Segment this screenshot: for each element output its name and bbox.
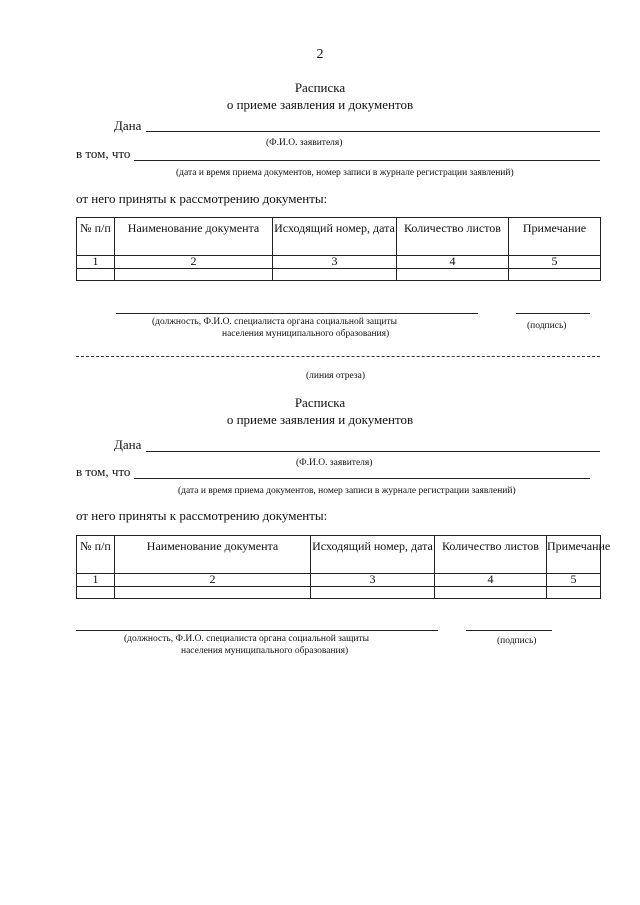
col-note-index: 5 (547, 574, 601, 587)
table-cell[interactable] (311, 587, 435, 599)
position-line[interactable] (76, 630, 438, 631)
applicant-name-line[interactable] (146, 451, 600, 452)
table-row[interactable] (77, 269, 601, 281)
col-sheets-header: Количество листов (397, 218, 509, 256)
table-header-row (77, 218, 601, 256)
table-numbering-row (77, 574, 601, 587)
position-hint-cont: населения муниципального образования) (222, 329, 390, 339)
given-label: Дана (114, 437, 142, 452)
signature-hint: (подпись) (527, 321, 567, 331)
cut-line-label: (линия отреза) (306, 371, 366, 381)
col-note-header: Примечание (509, 218, 601, 256)
col-outgoing-header: Исходящий номер, дата (273, 218, 397, 256)
position-hint-cont: населения муниципального образования) (181, 646, 349, 656)
signature-line[interactable] (466, 630, 552, 631)
given-label: Дана (114, 118, 142, 133)
col-note-index: 5 (509, 256, 601, 269)
applicant-name-line[interactable] (146, 131, 600, 132)
table-cell[interactable] (77, 587, 115, 599)
table-cell[interactable] (547, 587, 601, 599)
col-number-header: № п/п (77, 218, 115, 256)
receipt-title: Расписка (294, 395, 346, 410)
documents-table (76, 217, 601, 281)
table-header-row (77, 536, 601, 574)
that-label: в том, что (76, 464, 131, 479)
table-cell[interactable] (273, 269, 397, 281)
datetime-line[interactable] (134, 478, 590, 479)
cut-line (76, 356, 600, 357)
col-outgoing-header: Исходящий номер, дата (311, 536, 435, 574)
datetime-hint: (дата и время приема документов, номер записи в журнале регистрации заявлений) (178, 486, 516, 496)
table-cell[interactable] (509, 269, 601, 281)
table-cell[interactable] (397, 269, 509, 281)
col-outgoing-index: 3 (273, 256, 397, 269)
position-line[interactable] (116, 313, 478, 314)
table-numbering-row (77, 256, 601, 269)
col-sheets-index: 4 (435, 574, 547, 587)
receipt-subtitle: о приеме заявления и документов (226, 412, 414, 427)
col-number-header: № п/п (77, 536, 115, 574)
receipt-subtitle: о приеме заявления и документов (226, 97, 414, 112)
datetime-hint: (дата и время приема документов, номер записи в журнале регистрации заявлений) (176, 168, 514, 178)
col-sheets-index: 4 (397, 256, 509, 269)
table-cell[interactable] (435, 587, 547, 599)
signature-line[interactable] (516, 313, 590, 314)
that-label: в том, что (76, 146, 131, 161)
fio-hint: (Ф.И.О. заявителя) (266, 138, 343, 148)
col-name-header: Наименование документа (115, 536, 311, 574)
documents-table (76, 535, 611, 599)
table-cell[interactable] (77, 269, 115, 281)
table-cell[interactable] (115, 587, 311, 599)
table-row[interactable] (77, 587, 601, 599)
receipt-title: Расписка (294, 80, 346, 95)
col-outgoing-index: 3 (311, 574, 435, 587)
accepted-docs-text: от него приняты к рассмотрению документы: (76, 508, 328, 523)
col-note-header: Примечание (547, 536, 601, 574)
fio-hint: (Ф.И.О. заявителя) (296, 458, 373, 468)
col-name-index: 2 (115, 574, 311, 587)
col-name-header: Наименование документа (115, 218, 273, 256)
col-sheets-header: Количество листов (435, 536, 547, 574)
col-number-index: 1 (77, 256, 115, 269)
table-cell[interactable] (115, 269, 273, 281)
accepted-docs-text: от него приняты к рассмотрению документы: (76, 191, 328, 206)
datetime-line[interactable] (134, 160, 600, 161)
signature-hint: (подпись) (497, 636, 537, 646)
position-hint: (должность, Ф.И.О. специалиста органа социальной защиты (124, 634, 370, 644)
col-number-index: 1 (77, 574, 115, 587)
page-number: 2 (316, 47, 324, 62)
position-hint: (должность, Ф.И.О. специалиста органа социальной защиты (152, 317, 398, 327)
col-name-index: 2 (115, 256, 273, 269)
